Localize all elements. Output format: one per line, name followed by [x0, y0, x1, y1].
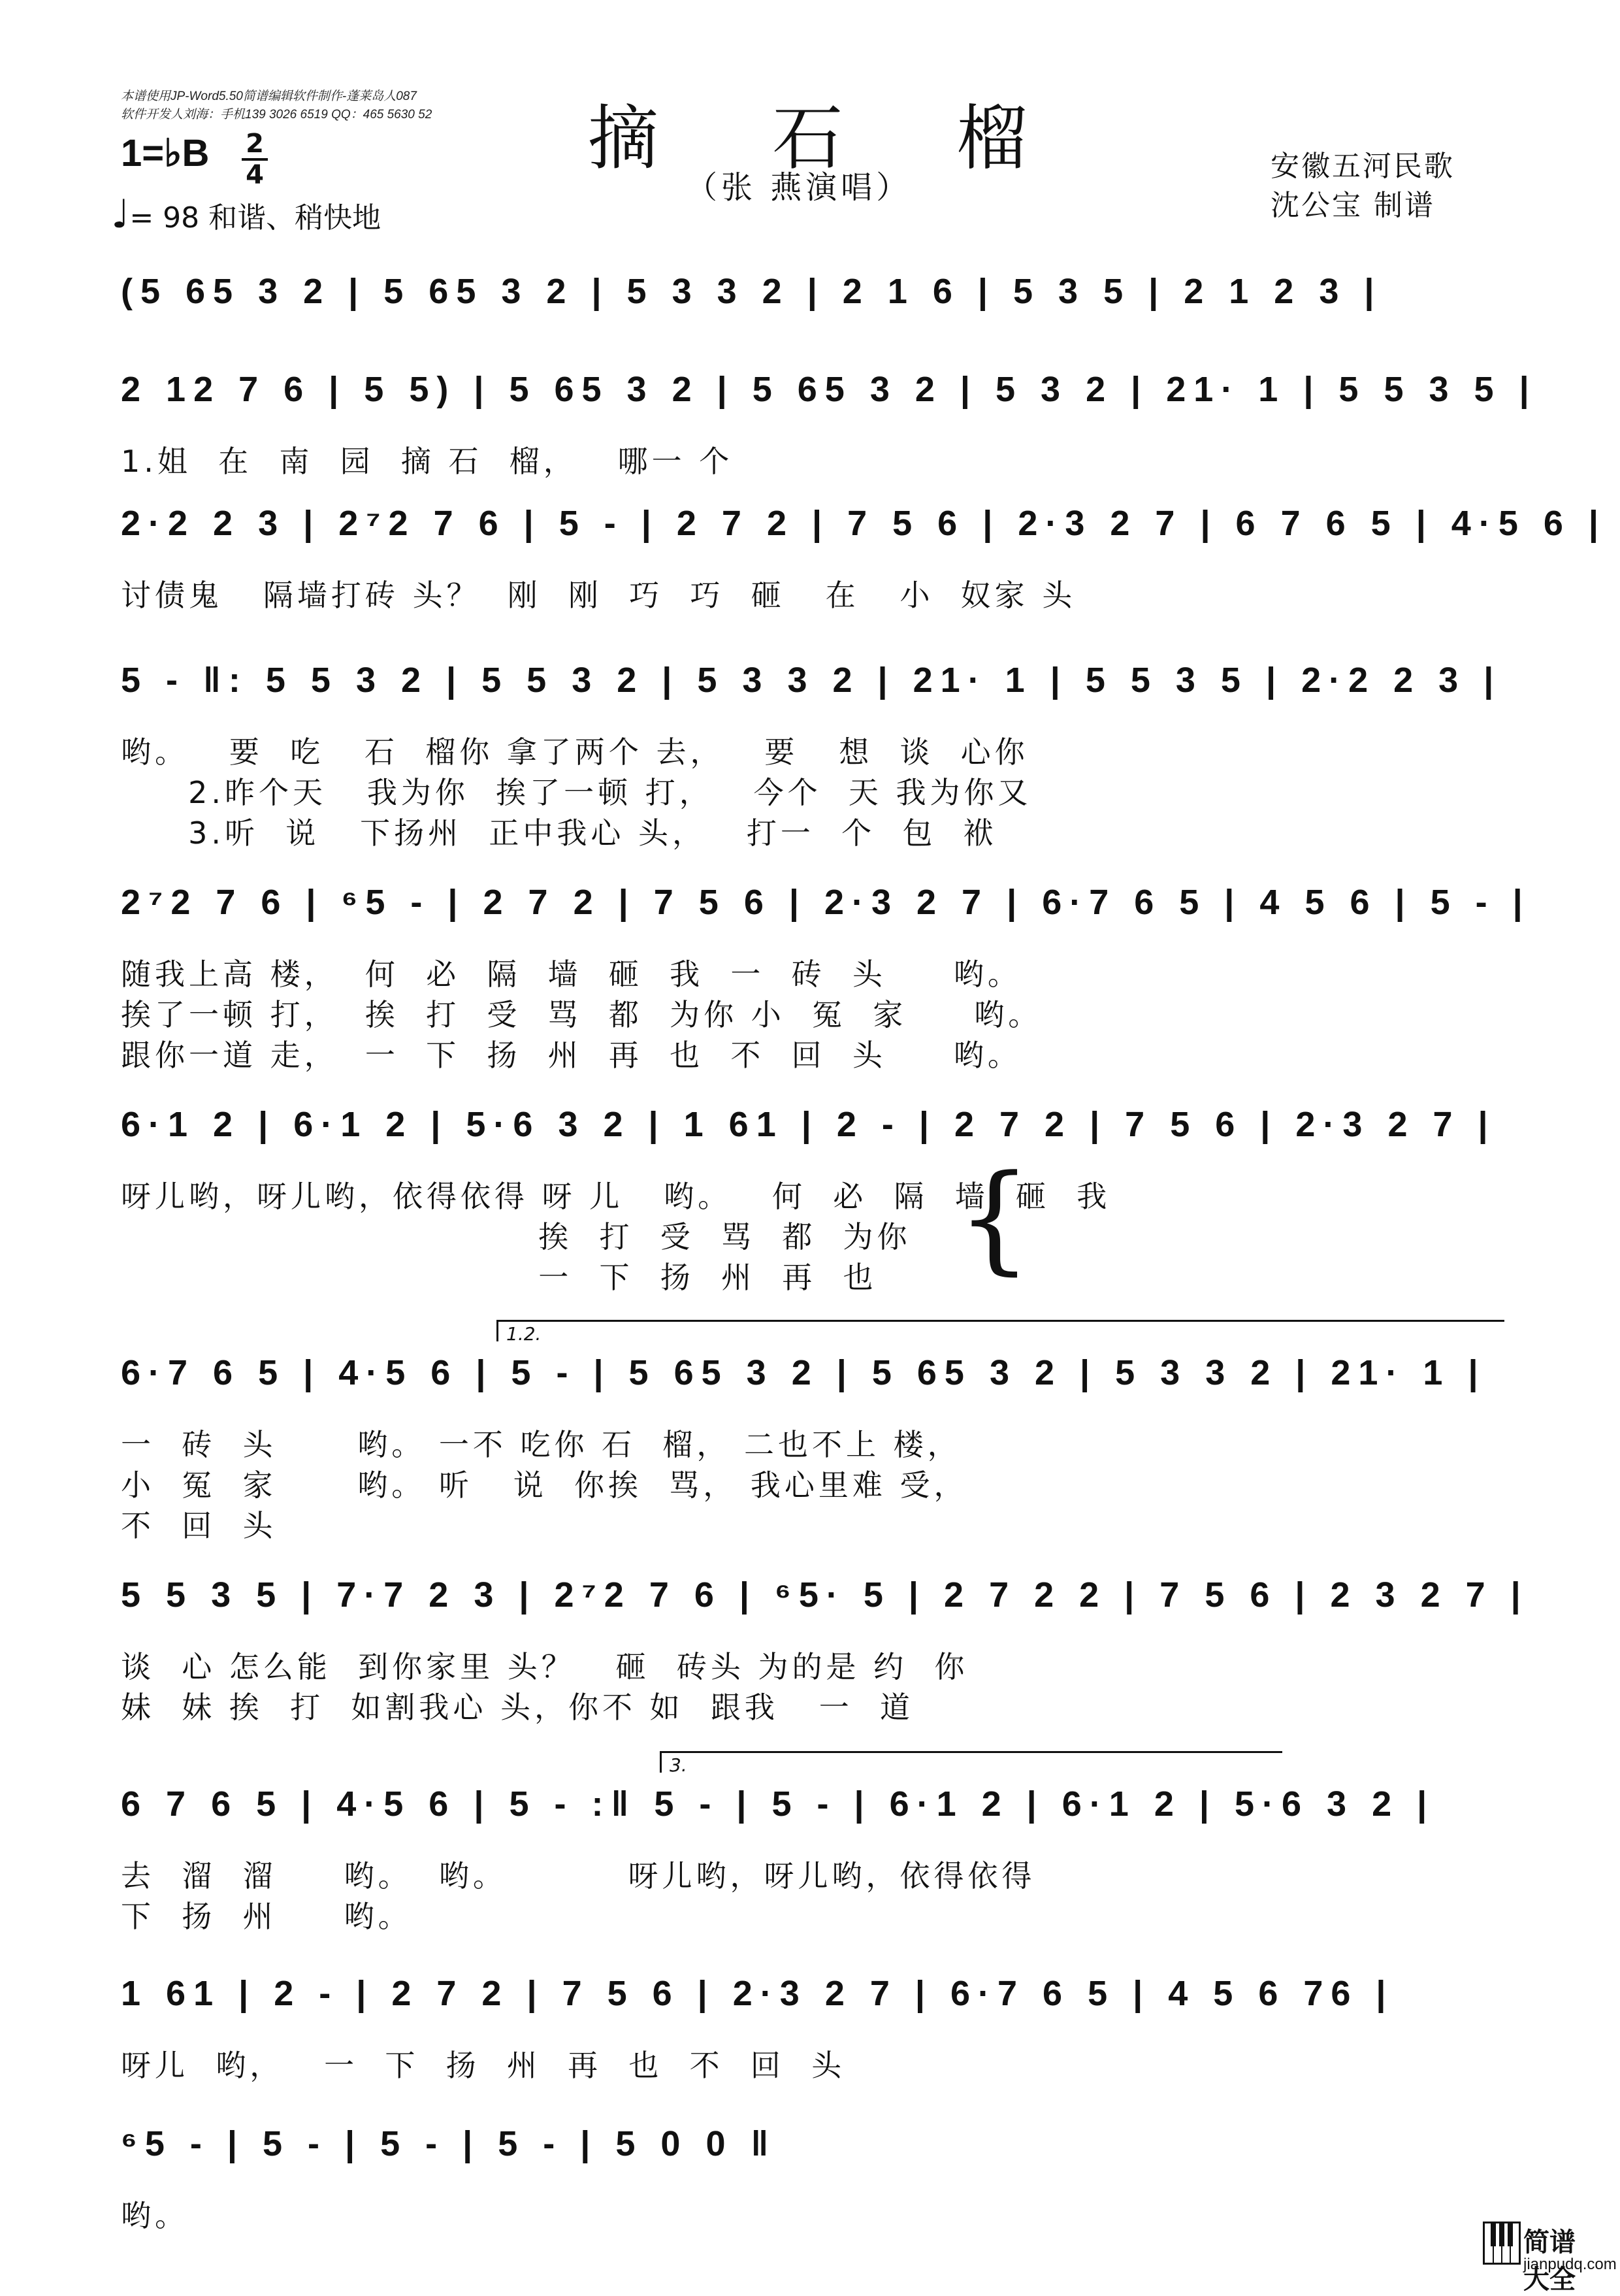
arranger: 沈公宝 制谱 [1271, 189, 1435, 222]
lyric-line: 2.昨个天 我为你 挨了一顿 打， 今个 天 我为你又 [121, 775, 1032, 810]
notation-line: ⁶5 - | 5 - | 5 - | 5 - | 5 0 0 ‖ [121, 2124, 777, 2163]
lyric-line: 去 溜 溜 哟。 哟。 呀儿哟，呀儿哟，依得依得 [121, 1858, 1036, 1894]
lyric-line: 不 回 头 [121, 1508, 277, 1543]
logo-url: jianpudq.com [1523, 2255, 1617, 2273]
lyric-line: 随我上高 楼， 何 必 隔 墙 砸 我 一 砖 头 哟。 [121, 957, 1022, 992]
lyric-line: 一 下 扬 州 再 也 [121, 1260, 877, 1295]
notation-line: 6·1 2 | 6·1 2 | 5·6 3 2 | 1 61 | 2 - | 2 7 2 | 7 5 6 | 2·3 2 7 | [121, 1105, 1496, 1144]
song-source: 安徽五河民歌 [1271, 150, 1455, 183]
time-sig-top: 2 [246, 129, 264, 159]
volta-label: 1.2. [506, 1323, 542, 1345]
verse-brace: { [957, 1150, 1032, 1287]
lyric-line: 讨债鬼 隔墙打砖 头？ 刚 刚 巧 巧 砸 在 小 奴家 头 [121, 578, 1077, 613]
piano-keys-icon [1483, 2222, 1521, 2265]
time-signature [242, 131, 268, 188]
notation-line: 2 12 7 6 | 5 5) | 5 65 3 2 | 5 65 3 2 | 5 3 2 | 21· 1 | 5 5 3 5 | [121, 370, 1537, 409]
notation-line: 2·2 2 3 | 2⁷2 7 6 | 5 - | 2 7 2 | 7 5 6 | 2·3 2 7 | 6 7 6 5 | 4·5 6 | [121, 504, 1607, 543]
notation-line: 5 5 3 5 | 7·7 2 3 | 2⁷2 7 6 | ⁶5· 5 | 2 7 2 2 | 7 5 6 | 2 3 2 7 | [121, 1575, 1529, 1615]
software-credit-2: 软件开发人刘海：手机139 3026 6519 QQ：465 5630 52 [121, 108, 432, 122]
lyric-line: 哟。 要 吃 石 榴你 拿了两个 去， 要 想 谈 心你 [121, 734, 1029, 770]
lyric-line: 1.姐 在 南 园 摘 石 榴， 哪一 个 [121, 444, 734, 479]
notation-line: 5 - ‖: 5 5 3 2 | 5 5 3 2 | 5 3 3 2 | 21· 1 | 5 5 3 5 | 2·2 2 3 | [121, 661, 1502, 700]
notation-line: (5 65 3 2 | 5 65 3 2 | 5 3 3 2 | 2 1 6 | 5 3 5 | 2 1 2 3 | [121, 272, 1382, 311]
lyric-line: 下 扬 州 哟。 [121, 1899, 412, 1934]
notation-line: 6 7 6 5 | 4·5 6 | 5 - :‖ 5 - | 5 - | 6·1 2 | 6·1 2 | 5·6 3 2 | [121, 1784, 1435, 1824]
lyric-line: 小 冤 家 哟。 听 说 你挨 骂， 我心里难 受， [121, 1468, 968, 1503]
time-sig-bottom: 4 [246, 160, 264, 190]
notation-line: 1 61 | 2 - | 2 7 2 | 7 5 6 | 2·3 2 7 | 6·7 6 5 | 4 5 6 76 | [121, 1974, 1394, 2013]
lyric-line: 谈 心 怎么能 到你家里 头？ 砸 砖头 为的是 约 你 [121, 1649, 969, 1684]
lyric-line: 3.听 说 下扬州 正中我心 头， 打一 个 包 袱 [121, 815, 997, 851]
quarter-note-icon: ♩ [111, 191, 130, 237]
lyric-line: 挨了一顿 打， 挨 打 受 骂 都 为你 小 冤 家 哟。 [121, 997, 1043, 1032]
volta-bracket [660, 1751, 1282, 1776]
tempo-expression: 和谐、稍快地 [208, 201, 381, 235]
site-logo [1483, 2222, 1617, 2295]
volta-label: 3. [670, 1754, 687, 1776]
key-signature: 1=♭B [121, 132, 210, 174]
tempo-marking [111, 191, 381, 237]
lyric-line: 哟。 [121, 2198, 189, 2233]
lyric-line: 跟你一道 走， 一 下 扬 州 再 也 不 回 头 哟。 [121, 1038, 1022, 1073]
volta-bracket [496, 1320, 1504, 1345]
lyric-line: 呀儿哟，呀儿哟，依得依得 呀 儿 哟。 何 必 隔 墙 砸 我 [121, 1179, 1111, 1214]
software-credit-1: 本谱使用JP-Word5.50简谱编辑软件制作-蓬莱岛人087 [121, 90, 417, 103]
lyric-line: 妹 妹 挨 打 如割我心 头，你不 如 跟我 一 道 [121, 1690, 914, 1725]
lyric-line: 挨 打 受 骂 都 为你 [121, 1219, 911, 1255]
song-subtitle: （张 燕演唱） [686, 169, 912, 206]
tempo-value: = 98 [129, 201, 200, 235]
song-title: 摘 石 榴 [588, 98, 1073, 180]
notation-line: 6·7 6 5 | 4·5 6 | 5 - | 5 65 3 2 | 5 65 3 2 | 5 3 3 2 | 21· 1 | [121, 1353, 1486, 1392]
lyric-line: 一 砖 头 哟。 一不 吃你 石 榴， 二也不上 楼， [121, 1427, 962, 1462]
lyric-line: 呀儿 哟， 一 下 扬 州 再 也 不 回 头 [121, 2048, 846, 2083]
notation-line: 2⁷2 7 6 | ⁶5 - | 2 7 2 | 7 5 6 | 2·3 2 7 | 6·7 6 5 | 4 5 6 | 5 - | [121, 883, 1531, 922]
logo-name: 简谱大全 [1523, 2227, 1576, 2295]
